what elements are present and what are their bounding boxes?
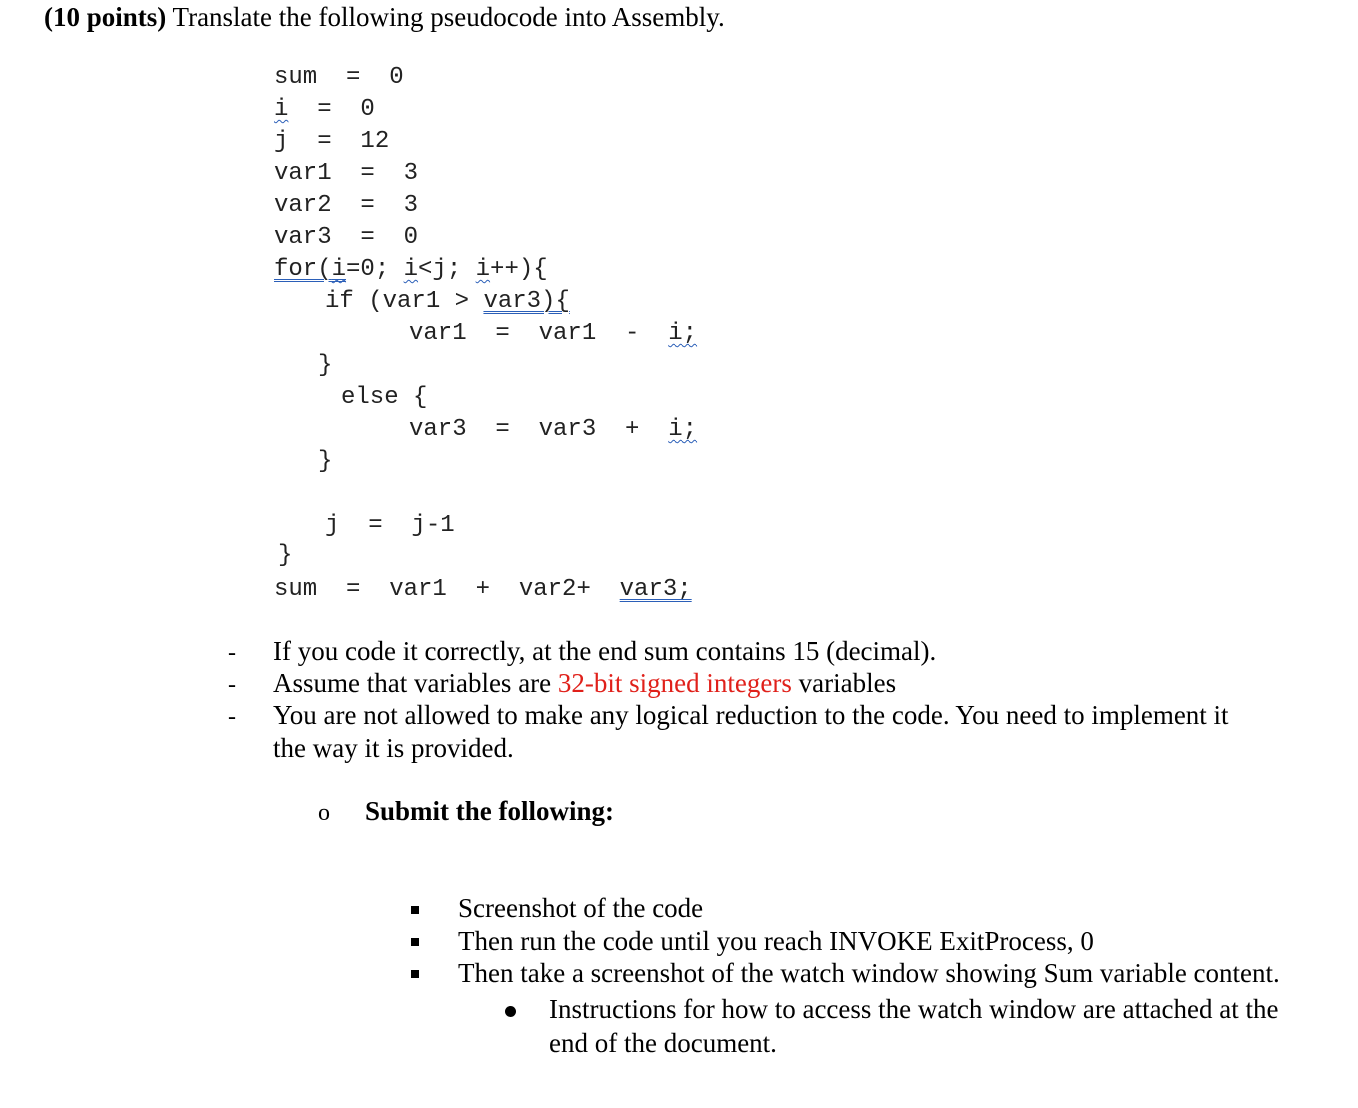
var3-token: var3; <box>619 576 692 603</box>
code-line-if <box>325 288 570 316</box>
code-line-i-init <box>274 96 375 124</box>
code-line-var3-init: var3 = 0 <box>274 224 419 251</box>
submit-item: Then take a screenshot of the watch window showing Sum variable content. <box>458 958 1280 988</box>
i-token: i <box>331 256 347 283</box>
note-text: You are not allowed to make any logical reduction to the code. You need to implement it <box>273 700 1229 730</box>
code-text: for( <box>274 256 332 283</box>
code-line-else: else { <box>341 384 428 411</box>
dash-bullet: - <box>228 640 236 666</box>
note-text: variables <box>791 668 897 698</box>
code-line-j-decrement: j = j-1 <box>325 512 455 539</box>
i-token: i <box>403 256 419 283</box>
code-text: sum = var1 + var2+ <box>274 576 620 603</box>
square-bullet <box>411 938 419 946</box>
subitem-text: Instructions for how to access the watch window are attached at the <box>549 994 1279 1024</box>
code-line-for <box>274 256 548 284</box>
code-text: var1 = var1 - <box>409 320 669 347</box>
code-line-sum-final <box>274 576 692 604</box>
question-heading <box>44 2 725 33</box>
square-bullet <box>411 906 419 914</box>
note-item <box>273 699 1229 765</box>
note-text: Assume that variables are <box>273 668 558 698</box>
square-bullet <box>411 970 419 978</box>
note-item <box>273 667 896 700</box>
code-line-brace: } <box>318 448 333 475</box>
code-line-var3-update <box>409 416 697 444</box>
dash-bullet: - <box>228 672 236 698</box>
i-token: i; <box>668 416 698 443</box>
note-item: If you code it correctly, at the end sum contains 15 (decimal). <box>273 636 937 666</box>
code-text: <j; <box>418 256 476 283</box>
code-line-brace: } <box>318 352 333 379</box>
circle-bullet: o <box>318 800 330 826</box>
for-token <box>274 256 346 283</box>
i-token: i <box>475 256 491 283</box>
var3-token: var3){ <box>483 288 570 315</box>
submit-item: Then run the code until you reach INVOKE ExitProcess, 0 <box>458 926 1094 956</box>
note-text: the way it is provided. <box>273 733 514 763</box>
code-line-var1-update <box>409 320 697 348</box>
subitem-text: end of the document. <box>549 1028 777 1058</box>
code-line-brace: } <box>278 542 293 569</box>
submit-item: Screenshot of the code <box>458 893 704 923</box>
code-line-j-init: j = 12 <box>274 128 390 155</box>
submit-heading: Submit the following: <box>365 796 615 826</box>
code-text: var3 = var3 + <box>409 416 669 443</box>
i-token: i <box>274 96 289 123</box>
dash-bullet: - <box>228 704 236 730</box>
code-text: ++){ <box>490 256 548 283</box>
code-line-var2-init: var2 = 3 <box>274 192 419 219</box>
code-text: = 0 <box>288 96 375 123</box>
highlighted-text: 32-bit signed integers <box>557 668 792 698</box>
code-line-sum-init: sum = 0 <box>274 64 404 91</box>
dot-bullet <box>505 1006 516 1017</box>
heading-text: Translate the following pseudocode into Assembly. <box>166 2 725 32</box>
code-line-var1-init: var1 = 3 <box>274 160 419 187</box>
points-label: (10 points) <box>44 2 167 32</box>
i-token: i; <box>668 320 698 347</box>
code-text: =0; <box>346 256 404 283</box>
submit-subitem <box>549 992 1279 1060</box>
code-text: if (var1 > <box>325 288 484 315</box>
